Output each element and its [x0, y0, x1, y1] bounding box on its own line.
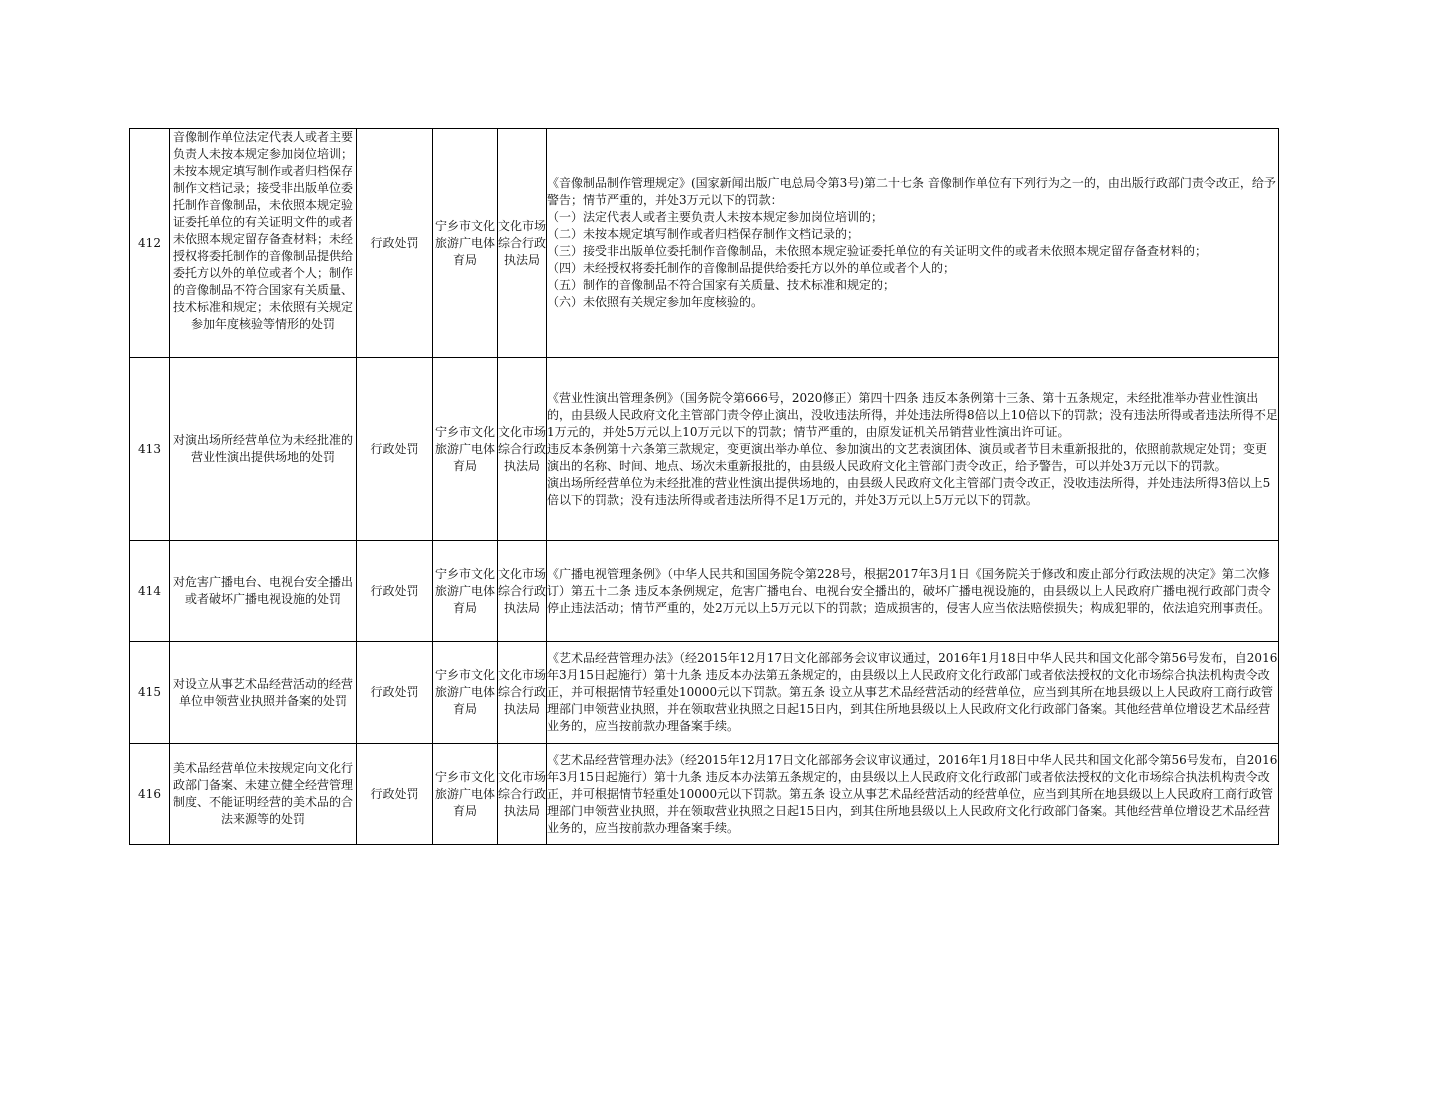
legal-basis-line: （六）未依照有关规定参加年度核验的。 — [547, 295, 764, 309]
item-name: 对设立从事艺术品经营活动的经营单位申领营业执照并备案的处罚 — [170, 642, 357, 744]
legal-basis-line: 违反本条例第十六条第三款规定，变更演出举办单位、参加演出的文艺表演团体、演员或者节目未重新报批的，依照前款规定处罚；变更演出的名称、时间、地点、场次未重新报批的，由县级人民政府文化主管部门责令改正，给予警告，可以并处3万元以下的罚款。 — [547, 441, 1268, 473]
item-department: 宁乡市文化旅游广电体育局 — [433, 744, 498, 845]
item-enforcement-body: 文化市场综合行政执法局 — [498, 129, 547, 358]
legal-basis-line: 《艺术品经营管理办法》（经2015年12月17日文化部部务会议审议通过，2016年1月18日中华人民共和国文化部令第56号发布，自2016年3月15日起施行）第十九条 违反本办法第五条规定的，由县级以上人民政府文化行政部门或者依法授权的文化市场综合执法机构责令改正，并可根据情节轻重处10000元以下罚款。第五条 设立从事艺术品经营活动的经营单位，应当到其所在地县级以上人民政府工商行政管理部门申领营业执照，并在领取营业执照之日起15日内，到其住所地县级以上人民政府文化行政部门备案。其他经营单位增设艺术品经营业务的，应当按前款办理备案手续。 — [547, 752, 1278, 835]
legal-basis-line: 《广播电视管理条例》（中华人民共和国国务院令第228号，根据2017年3月1日《国务院关于修改和废止部分行政法规的决定》第二次修订）第五十二条 违反本条例规定，危害广播电台、电视台安全播出的，破坏广播电视设施的，由县级以上人民政府广播电视行政部门责令停止违法活动；情节严重的，处2万元以上5万元以下的罚款；造成损害的，侵害人应当依法赔偿损失；构成犯罪的，依法追究刑事责任。 — [547, 566, 1271, 615]
item-name-cell — [170, 129, 357, 358]
legal-basis-line: （三）接受非出版单位委托制作音像制品，未依照本规定验证委托单位的有关证明文件的或者未依照本规定留存备查材料的； — [547, 244, 1208, 258]
item-type: 行政处罚 — [357, 358, 433, 541]
item-type: 行政处罚 — [357, 642, 433, 744]
item-enforcement-body: 文化市场综合行政执法局 — [498, 358, 547, 541]
table-row — [130, 642, 1279, 744]
item-department: 宁乡市文化旅游广电体育局 — [433, 358, 498, 541]
item-enforcement-body: 文化市场综合行政执法局 — [498, 541, 547, 642]
item-name: 对演出场所经营单位为未经批准的营业性演出提供场地的处罚 — [170, 358, 357, 541]
table-row — [130, 541, 1279, 642]
item-number: 413 — [130, 358, 170, 541]
item-legal-basis — [547, 129, 1279, 358]
legal-basis-line: （四）未经授权将委托制作的音像制品提供给委托方以外的单位或者个人的； — [547, 261, 956, 275]
item-number: 412 — [130, 129, 170, 358]
item-name: 美术品经营单位未按规定向文化行政部门备案、未建立健全经营管理制度、不能证明经营的美术品的合法来源等的处罚 — [170, 744, 357, 845]
item-legal-basis — [547, 358, 1279, 541]
item-enforcement-body: 文化市场综合行政执法局 — [498, 744, 547, 845]
penalty-items-table — [129, 128, 1279, 845]
item-type: 行政处罚 — [357, 541, 433, 642]
legal-basis-line: （一）法定代表人或者主要负责人未按本规定参加岗位培训的； — [547, 210, 884, 224]
legal-basis-line: 《艺术品经营管理办法》（经2015年12月17日文化部部务会议审议通过，2016年1月18日中华人民共和国文化部令第56号发布，自2016年3月15日起施行）第十九条 违反本办法第五条规定的，由县级以上人民政府文化行政部门或者依法授权的文化市场综合执法机构责令改正，并可根据情节轻重处10000元以下罚款。第五条 设立从事艺术品经营活动的经营单位，应当到其所在地县级以上人民政府工商行政管理部门申领营业执照，并在领取营业执照之日起15日内，到其住所地县级以上人民政府文化行政部门备案。其他经营单位增设艺术品经营业务的，应当按前款办理备案手续。 — [547, 651, 1278, 733]
item-department: 宁乡市文化旅游广电体育局 — [433, 129, 498, 358]
item-legal-basis — [547, 541, 1279, 642]
item-legal-basis — [547, 744, 1279, 845]
item-name: 对危害广播电台、电视台安全播出或者破坏广播电视设施的处罚 — [170, 541, 357, 642]
item-number: 415 — [130, 642, 170, 744]
item-name: 音像制作单位法定代表人或者主要负责人未按本规定参加岗位培训；未按本规定填写制作或者归档保存制作文档记录；接受非出版单位委托制作音像制品，未依照本规定验证委托单位的有关证明文件的或者未依照本规定留存备查材料；未经授权将委托制作的音像制品提供给委托方以外的单位或者个人；制作的音像制品不符合国家有关质量、技术标准和规定；未依照有关规定参加年度核验等情形的处罚 — [172, 130, 353, 331]
legal-basis-line: 《音像制品制作管理规定》(国家新闻出版广电总局令第3号)第二十七条 音像制作单位有下列行为之一的，由出版行政部门责令改正，给予警告；情节严重的，并处3万元以下的罚款： — [547, 176, 1276, 207]
item-department: 宁乡市文化旅游广电体育局 — [433, 541, 498, 642]
item-department: 宁乡市文化旅游广电体育局 — [433, 642, 498, 744]
item-enforcement-body: 文化市场综合行政执法局 — [498, 642, 547, 744]
legal-basis-line: （五）制作的音像制品不符合国家有关质量、技术标准和规定的； — [547, 278, 896, 292]
legal-basis-line: 演出场所经营单位为未经批准的营业性演出提供场地的，由县级人民政府文化主管部门责令改正，没收违法所得，并处违法所得3倍以上5倍以下的罚款；没有违法所得或者违法所得不足1万元的，并处3万元以上5万元以下的罚款。 — [547, 475, 1271, 507]
item-type: 行政处罚 — [357, 744, 433, 845]
table-row — [130, 358, 1279, 541]
item-type: 行政处罚 — [357, 129, 433, 358]
item-number: 416 — [130, 744, 170, 845]
legal-basis-line: 《营业性演出管理条例》（国务院令第666号，2020修正）第四十四条 违反本条例第十三条、第十五条规定，未经批准举办营业性演出的，由县级人民政府文化主管部门责令停止演出，没收违法所得，并处违法所得8倍以上10倍以下的罚款；没有违法所得或者违法所得不足1万元的，并处5万元以上10万元以下的罚款；情节严重的，由原发证机关吊销营业性演出许可证。 — [547, 390, 1278, 439]
table-row — [130, 129, 1279, 358]
legal-basis-line: （二）未按本规定填写制作或者归档保存制作文档记录的； — [547, 227, 860, 241]
item-number: 414 — [130, 541, 170, 642]
table-row — [130, 744, 1279, 845]
item-legal-basis — [547, 642, 1279, 744]
